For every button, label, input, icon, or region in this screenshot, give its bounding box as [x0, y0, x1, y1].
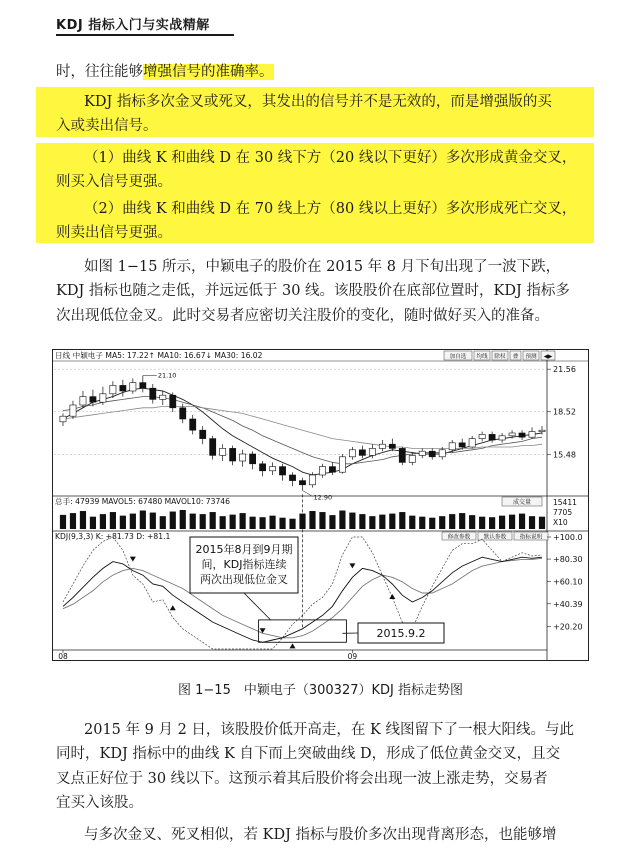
volume-bar [190, 514, 196, 529]
p2-line2: 入或卖出信号。 [56, 118, 158, 134]
p4-line2: 则卖出信号更强。 [56, 225, 172, 241]
volume-bar [419, 517, 425, 529]
candle-up [160, 395, 166, 399]
volume-bar [439, 516, 445, 529]
price-tick-label: 15.48 [553, 450, 576, 460]
candle-down [180, 408, 186, 419]
candle-up [499, 436, 505, 440]
p6-line3: 叉点正好位于 30 线以下。这预示着其后股价将会出现一波上涨走势，交易者 [56, 771, 548, 787]
p5-line3: 次出现低位金叉。此时交易者应密切关注股价的变化，随时做好买入的准备。 [56, 308, 549, 324]
volume-bar [489, 517, 495, 529]
kdj-tick-label: +40.39 [553, 599, 583, 609]
toolbar-button-label: 预测 [525, 354, 537, 360]
volume-bar [100, 514, 106, 529]
running-header: KDJ 指标入门与实战精解 [56, 18, 210, 33]
p3-line2: 则买入信号更强。 [56, 174, 172, 190]
callout-text: 两次出现低位金叉 [200, 573, 288, 586]
volume-bar [240, 513, 246, 529]
toolbar-button-label: 加自选 [449, 354, 467, 360]
candle-down [389, 444, 395, 448]
volume-bar [459, 513, 465, 529]
volume-bar [230, 515, 236, 529]
volume-bar [329, 515, 335, 529]
volume-bar [130, 514, 136, 529]
kdj-tick-label: +60.10 [553, 577, 583, 587]
p5-line1: 如图 1−15 所示，中颖电子的股价在 2015 年 8 月下旬出现了一波下跌， [84, 259, 561, 275]
candle-down [150, 388, 156, 399]
candle-down [289, 475, 295, 481]
candle-down [279, 467, 285, 475]
volume-tick-label: 7705 [553, 508, 573, 517]
figure-caption: 图 1−15 中颖电子（300327）KDJ 指标走势图 [178, 683, 463, 698]
candle-up [469, 439, 475, 447]
volume-bar [210, 512, 216, 529]
volume-bar [539, 517, 545, 529]
candle-down [259, 464, 265, 471]
volume-bar [499, 516, 505, 529]
candle-down [359, 450, 365, 456]
volume-bar [250, 517, 256, 529]
candle-down [190, 419, 196, 430]
candle-down [399, 448, 405, 462]
candle-up [240, 454, 246, 461]
candle-up [100, 394, 106, 402]
candle-up [220, 448, 226, 455]
candle-up [379, 444, 385, 448]
volume-bar [529, 516, 535, 529]
candle-up [70, 405, 76, 416]
candle-down [250, 454, 256, 464]
volume-bar [519, 514, 525, 529]
price-tick-label: 18.52 [553, 407, 576, 417]
candle-down [329, 467, 335, 473]
candle-up [529, 432, 535, 438]
volume-bar [220, 516, 226, 529]
toolbar-button-label: 除权 [494, 354, 506, 360]
volume-bar [339, 511, 345, 529]
volume-bar [319, 512, 325, 529]
candle-up [339, 457, 345, 472]
volume-bar [110, 512, 116, 529]
volume-bar [509, 515, 515, 529]
candle-down [429, 451, 435, 457]
volume-bar [409, 516, 415, 529]
volume-bar [180, 510, 186, 529]
kdj-tick-label: +80.30 [553, 555, 583, 565]
x-tick-label: 08 [58, 652, 68, 661]
p6-line2: 同时，KDJ 指标中的曲线 K 自下而上突破曲线 D，形成了低位黄金交叉，且交 [56, 746, 561, 762]
candle-down [210, 439, 216, 456]
candle-up [110, 385, 116, 393]
callout-text: 2015年8月到9月期 [195, 543, 293, 556]
paragraph-1 [56, 60, 274, 84]
candle-down [299, 481, 305, 485]
kdj-button-label: 默认参数 [483, 534, 507, 541]
candle-up [479, 434, 485, 438]
p1-highlight: 增强信号的准确率。 [143, 64, 274, 80]
volume-bar [429, 518, 435, 529]
volume-bar [309, 511, 315, 529]
kdj-button-label: 指标说明 [519, 534, 543, 541]
volume-bar [140, 511, 146, 529]
candle-down [200, 430, 206, 438]
p4-line1: （2）曲线 K 和曲线 D 在 70 线上方（80 线以上更好）多次形成死亡交叉， [84, 201, 577, 217]
candle-down [140, 383, 146, 389]
candle-up [439, 450, 445, 457]
volume-bar [200, 514, 206, 529]
candle-up [449, 443, 455, 450]
candle-up [409, 455, 415, 462]
x-tick-label: 09 [347, 652, 358, 661]
candle-up [130, 383, 136, 391]
volume-bar [389, 514, 395, 529]
p1-text: 时，往往能够 [56, 64, 143, 80]
toolbar-button-label: 叠 [512, 354, 519, 360]
candle-up [269, 467, 275, 471]
p6-line1: 2015 年 9 月 2 日，该股股价低开高走，在 K 线图留下了一根大阳线。与此 [84, 722, 574, 738]
kdj-chart [52, 349, 589, 661]
p2-line1: KDJ 指标多次金叉或死叉，其发出的信号并不是无效的，而是增强版的买 [84, 94, 552, 110]
candle-up [369, 448, 375, 455]
candle-up [309, 475, 315, 485]
volume-panel-label: 总手: 47939 MAVOL5: 67480 MAVOL10: 73746 [55, 497, 230, 506]
date-label-text: 2015.9.2 [376, 627, 426, 640]
volume-bar [170, 512, 176, 529]
candle-down [90, 397, 96, 403]
high-price-label: 21.10 [157, 371, 177, 380]
kdj-panel-label: KDJ(9,3,3) K: +81.73 D: +81.1 [55, 532, 171, 541]
price-tick-label: 21.56 [553, 365, 576, 375]
volume-bar [379, 515, 385, 529]
volume-bar [359, 514, 365, 529]
candle-up [349, 450, 355, 457]
kdj-tick-label: +100.0 [553, 533, 583, 542]
volume-type-button-label: 成交量 [512, 499, 532, 506]
toolbar-button-label: 均线 [476, 354, 488, 360]
candle-down [170, 395, 176, 408]
candle-up [80, 397, 86, 405]
candle-down [489, 434, 495, 440]
candle-up [509, 433, 515, 436]
volume-bar [349, 513, 355, 529]
p3-line1: （1）曲线 K 和曲线 D 在 30 线下方（20 线以下更好）多次形成黄金交叉， [84, 150, 577, 166]
volume-tick-label: X10 [553, 518, 568, 527]
kdj-tick-label: +20.20 [553, 622, 583, 632]
volume-bar [60, 515, 66, 529]
p7-line1: 与多次金叉、死叉相似，若 KDJ 指标与股价多次出现背离形态，也能够增 [84, 827, 557, 843]
price-panel-title: 日线 中颖电子 MA5: 17.22↑ MA10: 16.67↓ MA30: 16.02 [55, 351, 263, 360]
volume-bar [120, 516, 126, 529]
kdj-button-label: 修改参数 [447, 534, 471, 541]
volume-bar [150, 513, 156, 529]
candle-up [319, 467, 325, 475]
callout-text: 间，KDJ指标连续 [201, 558, 287, 571]
volume-bar [369, 516, 375, 529]
volume-bar [479, 517, 485, 529]
candle-up [419, 451, 425, 455]
volume-bar [259, 517, 265, 529]
candle-down [230, 448, 236, 461]
candle-up [60, 416, 66, 422]
volume-bar [449, 514, 455, 529]
volume-bar [469, 515, 475, 529]
toolbar-button-label: ◀▶ [543, 354, 553, 360]
header-rule [56, 34, 234, 36]
low-price-label: 12.90 [313, 493, 333, 502]
p6-line4: 宜买入该股。 [56, 795, 143, 811]
candle-down [120, 385, 126, 391]
volume-bar [289, 519, 295, 529]
volume-bar [160, 516, 166, 529]
p5-line2: KDJ 指标也随之走低，并远远低于 30 线。该股股价在底部位置时，KDJ 指标多 [56, 283, 570, 299]
volume-bar [70, 513, 76, 529]
volume-tick-label: 15411 [553, 498, 577, 507]
volume-bar [279, 518, 285, 529]
volume-bar [90, 517, 96, 529]
candle-down [519, 433, 525, 437]
candle-down [459, 443, 465, 447]
volume-bar [269, 516, 275, 529]
volume-bar [80, 511, 86, 529]
volume-bar [399, 512, 405, 529]
candle-up [539, 430, 545, 431]
